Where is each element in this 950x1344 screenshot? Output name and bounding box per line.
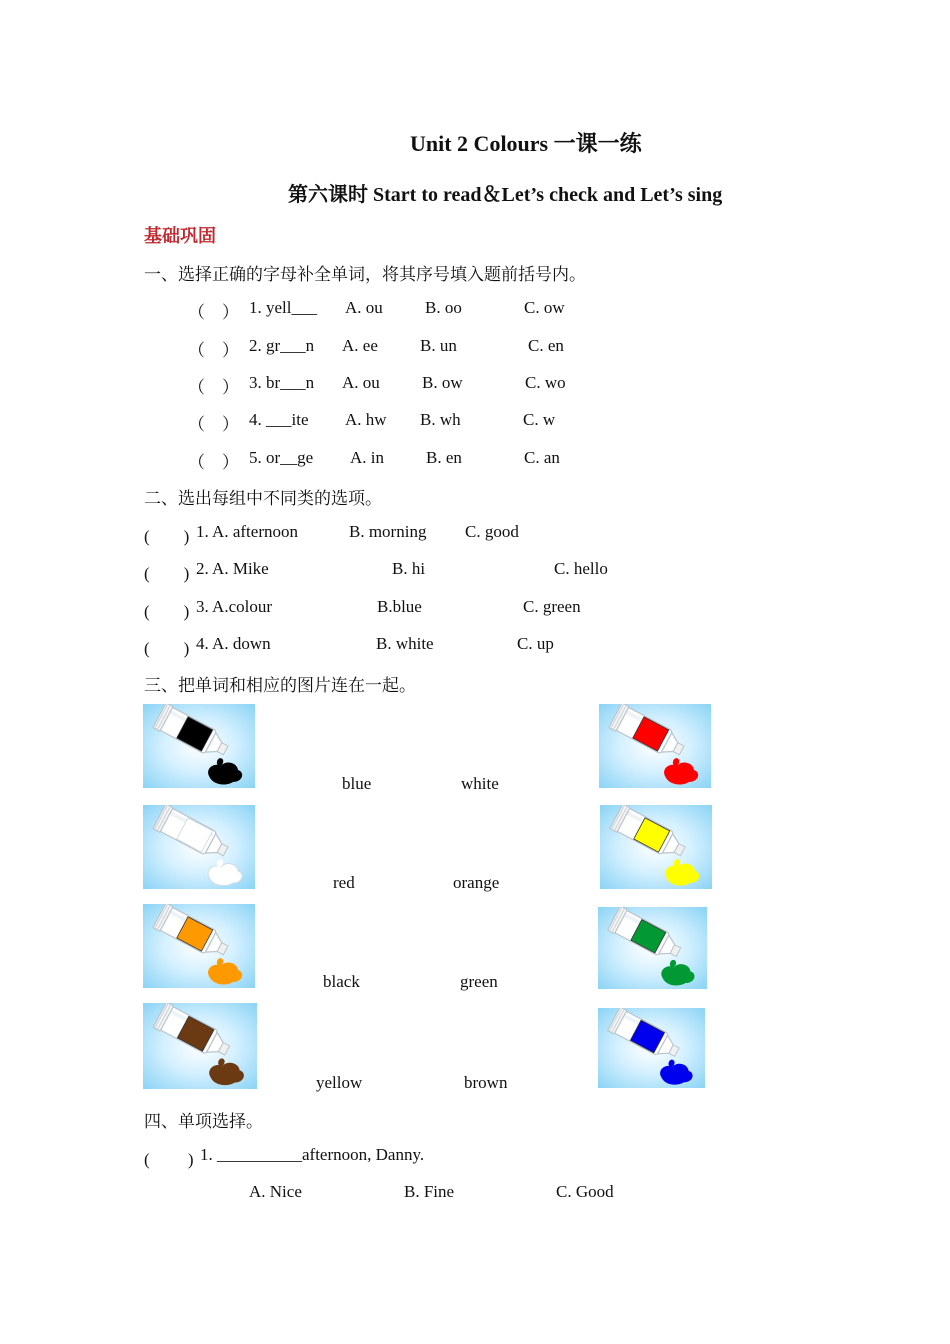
option-c: C. an (524, 448, 560, 467)
match-word[interactable]: yellow (316, 1073, 363, 1092)
option-c: C. hello (554, 559, 608, 578)
match-word[interactable]: blue (342, 774, 372, 793)
part2-heading: 二、选出每组中不同类的选项。 (144, 489, 382, 508)
option-b: B. hi (392, 559, 426, 578)
match-word[interactable]: green (460, 972, 498, 991)
option-c: C. wo (525, 373, 566, 392)
paint-tube-picture[interactable] (143, 704, 255, 788)
option-a: A. Nice (249, 1182, 302, 1201)
question-word: 1. yell___ (249, 298, 317, 317)
match-word[interactable]: orange (453, 873, 500, 892)
answer-paren[interactable]: （ ） (188, 453, 239, 472)
option-b: B. oo (425, 298, 462, 317)
paint-tube-picture[interactable] (598, 907, 707, 989)
option-a: 1. A. afternoon (196, 522, 298, 541)
section-basic-heading: 基础巩固 (144, 226, 216, 246)
answer-paren[interactable]: ( ) (144, 602, 190, 621)
match-word[interactable]: black (323, 972, 360, 991)
answer-paren[interactable]: ( ) (144, 639, 190, 658)
question-word: 2. gr___n (249, 336, 315, 355)
paint-tube-picture[interactable] (143, 904, 255, 988)
question-word: 4. ___ite (249, 410, 309, 429)
match-word[interactable]: brown (464, 1073, 508, 1092)
option-c: C. Good (556, 1182, 614, 1201)
match-word[interactable]: white (461, 774, 499, 793)
option-a: A. ou (342, 373, 380, 392)
match-word[interactable]: red (333, 873, 355, 892)
paint-tube-picture[interactable] (599, 704, 711, 788)
option-c: C. good (465, 522, 519, 541)
option-a: 4. A. down (196, 634, 271, 653)
option-b: B. un (420, 336, 457, 355)
option-a: 2. A. Mike (196, 559, 269, 578)
answer-paren[interactable]: ( ) (144, 527, 190, 546)
option-c: C. en (528, 336, 564, 355)
option-b: B. white (376, 634, 434, 653)
paint-tube-picture[interactable] (143, 1003, 257, 1089)
paint-tube-picture[interactable] (143, 805, 255, 889)
part4-heading: 四、单项选择。 (144, 1112, 263, 1131)
option-c: C. up (517, 634, 554, 653)
answer-paren[interactable]: （ ） (188, 415, 239, 434)
option-a: A. hw (345, 410, 387, 429)
answer-paren[interactable]: ( ) (144, 564, 190, 583)
option-b: B. wh (420, 410, 461, 429)
paint-tube-picture[interactable] (600, 805, 712, 889)
question-sentence: 1. __________afternoon, Danny. (200, 1145, 425, 1164)
option-a: A. ou (345, 298, 383, 317)
question-word: 3. br___n (249, 373, 315, 392)
option-c: C. w (523, 410, 556, 429)
page-title: Unit 2 Colours 一课一练 (410, 131, 642, 156)
part1-heading: 一、选择正确的字母补全单词，将其序号填入题前括号内。 (144, 265, 586, 284)
option-c: C. ow (524, 298, 565, 317)
option-b: B. morning (349, 522, 427, 541)
part3-heading: 三、把单词和相应的图片连在一起。 (144, 676, 416, 695)
question-word: 5. or__ge (249, 448, 314, 467)
paint-tube-picture[interactable] (598, 1008, 705, 1088)
option-b: B. ow (422, 373, 463, 392)
option-b: B. en (426, 448, 462, 467)
option-a: A. ee (342, 336, 378, 355)
option-a: 3. A.colour (196, 597, 273, 616)
answer-paren[interactable]: （ ） (188, 378, 239, 397)
answer-paren[interactable]: （ ） (188, 303, 239, 322)
answer-paren[interactable]: （ ） (188, 341, 239, 360)
page-subtitle: 第六课时 Start to read＆Let’s check and Let’s sing (288, 184, 723, 206)
option-a: A. in (350, 448, 384, 467)
option-c: C. green (523, 597, 581, 616)
answer-paren[interactable]: ( ) (144, 1150, 194, 1169)
option-b: B. Fine (404, 1182, 455, 1201)
option-b: B.blue (377, 597, 422, 616)
